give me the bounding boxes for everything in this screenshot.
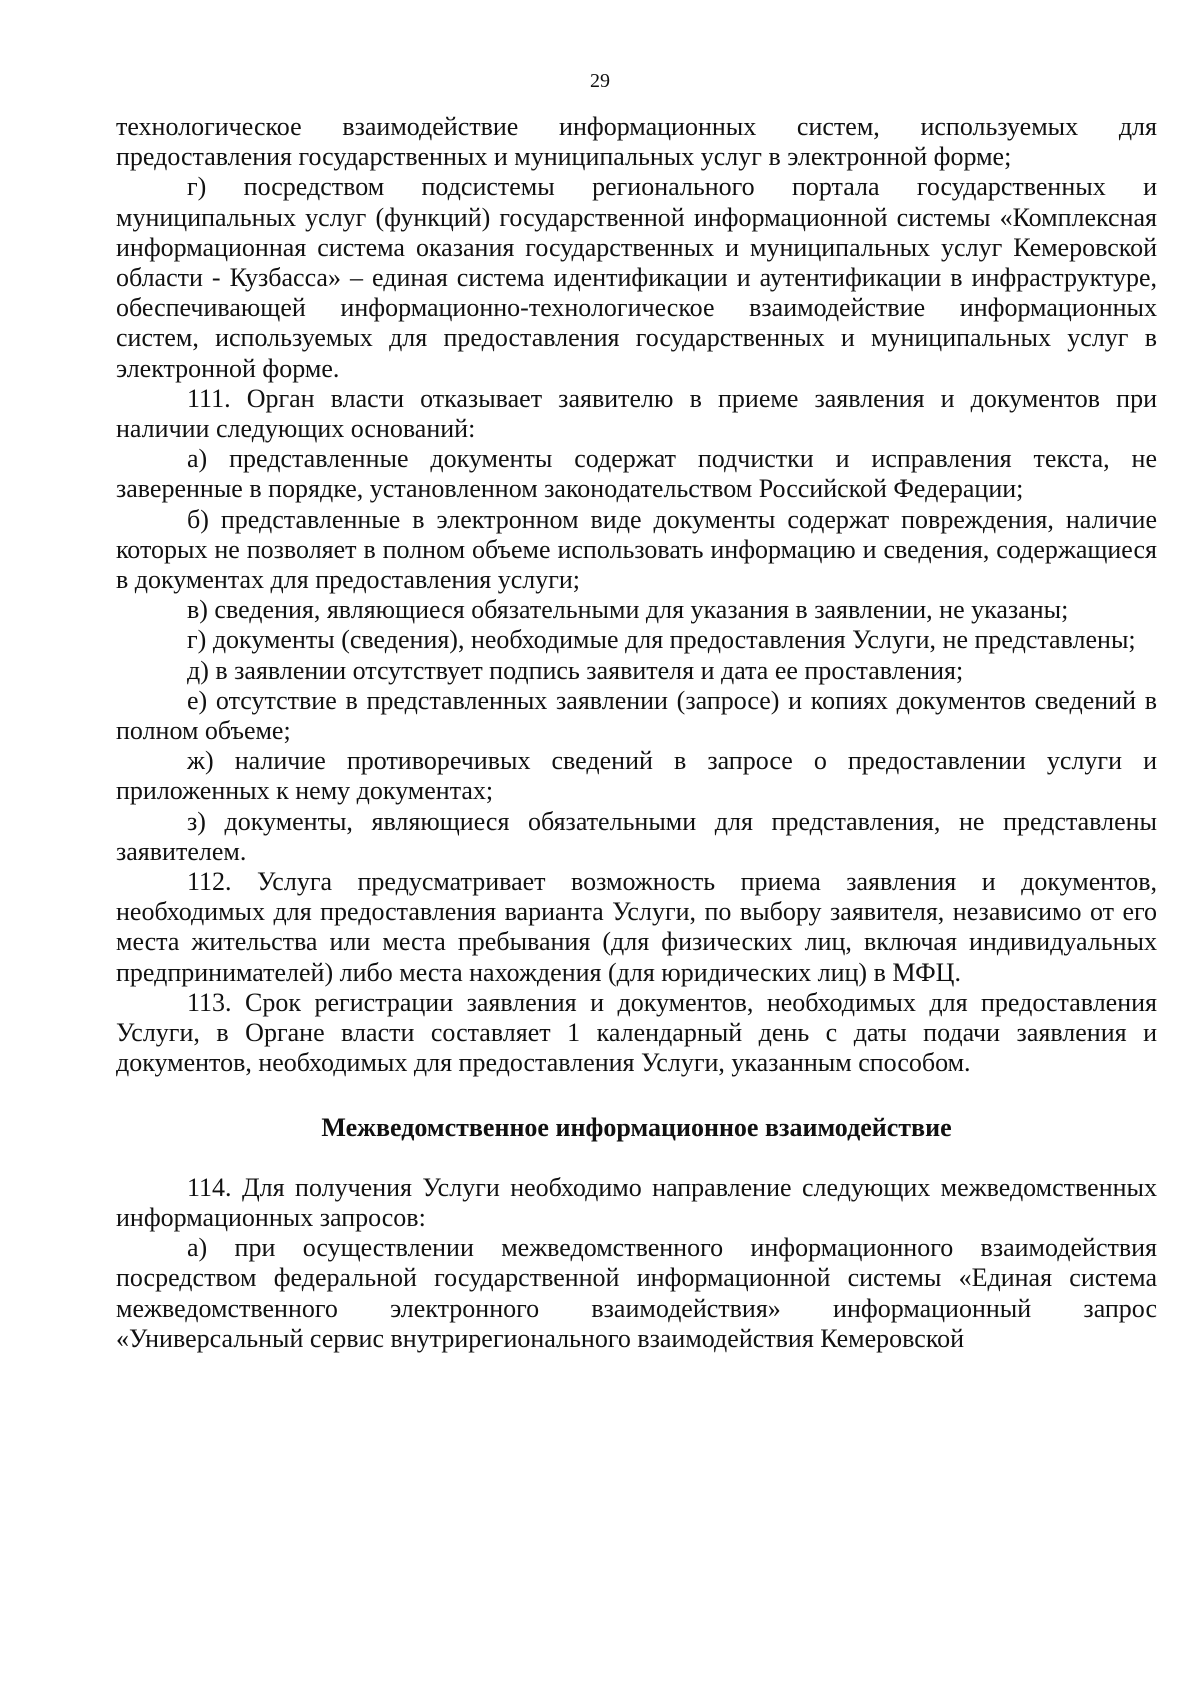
paragraph: ж) наличие противоречивых сведений в запросе о предоставлении услуги и приложенных к нему документах; bbox=[116, 746, 1157, 806]
paragraph: 112. Услуга предусматривает возможность приема заявления и документов, необходимых для предоставления варианта Услуги, по выбору заявителя, независимо от его места жительства или места пребывания (для физических лиц, включая индивидуальных предпринимателей) либо места нахождения (для юридических лиц) в МФЦ. bbox=[116, 867, 1157, 987]
paragraph: 113. Срок регистрации заявления и документов, необходимых для предоставления Услуги, в Органе власти составляет 1 календарный день с даты подачи заявления и документов, необходимых для предоставления Услуги, указанным способом. bbox=[116, 987, 1157, 1078]
paragraph: з) документы, являющиеся обязательными для представления, не представлены заявителем. bbox=[116, 806, 1157, 866]
paragraph: г) документы (сведения), необходимые для предоставления Услуги, не представлены; bbox=[187, 625, 1136, 655]
paragraph: а) при осуществлении межведомственного информационного взаимодействия посредством федеральной государственной информационной системы «Единая система межведомственного электронного взаимодействия» информационный запрос «Универсальный сервис внутрирегионального взаимодействия Кемеровской bbox=[116, 1233, 1157, 1353]
paragraph: в) сведения, являющиеся обязательными для указания в заявлении, не указаны; bbox=[187, 595, 1069, 625]
document-body bbox=[116, 112, 1157, 1354]
paragraph: 114. Для получения Услуги необходимо направление следующих межведомственных информационных запросов: bbox=[116, 1172, 1157, 1232]
paragraph: е) отсутствие в представленных заявлении (запросе) и копиях документов сведений в полном объеме; bbox=[116, 685, 1157, 746]
page-number: 29 bbox=[590, 70, 610, 92]
paragraph: б) представленные в электронном виде документы содержат повреждения, наличие которых не позволяет в полном объеме использовать информацию и сведения, содержащиеся в документах для предоставления услуги; bbox=[116, 504, 1157, 595]
paragraph: г) посредством подсистемы регионального портала государственных и муниципальных услуг (функций) государственной информационной системы «Комплексная информационная система оказания государственных и муниципальных услуг Кемеровской области - Кузбасса» – единая система идентификации и аутентификации в инфраструктуре, обеспечивающей информационно-технологическое взаимодействие информационных систем, используемых для предоставления государственных и муниципальных услуг в электронной форме. bbox=[116, 172, 1157, 383]
paragraph: д) в заявлении отсутствует подпись заявителя и дата ее проставления; bbox=[187, 655, 964, 685]
section-heading: Межведомственное информационное взаимодействие bbox=[321, 1112, 952, 1142]
paragraph: 111. Орган власти отказывает заявителю в приеме заявления и документов при наличии следующих оснований: bbox=[116, 383, 1157, 444]
paragraph: а) представленные документы содержат подчистки и исправления текста, не заверенные в порядке, установленном законодательством Российской Федерации; bbox=[116, 444, 1157, 504]
paragraph: технологическое взаимодействие информационных систем, используемых для предоставления государственных и муниципальных услуг в электронной форме; bbox=[116, 112, 1157, 172]
